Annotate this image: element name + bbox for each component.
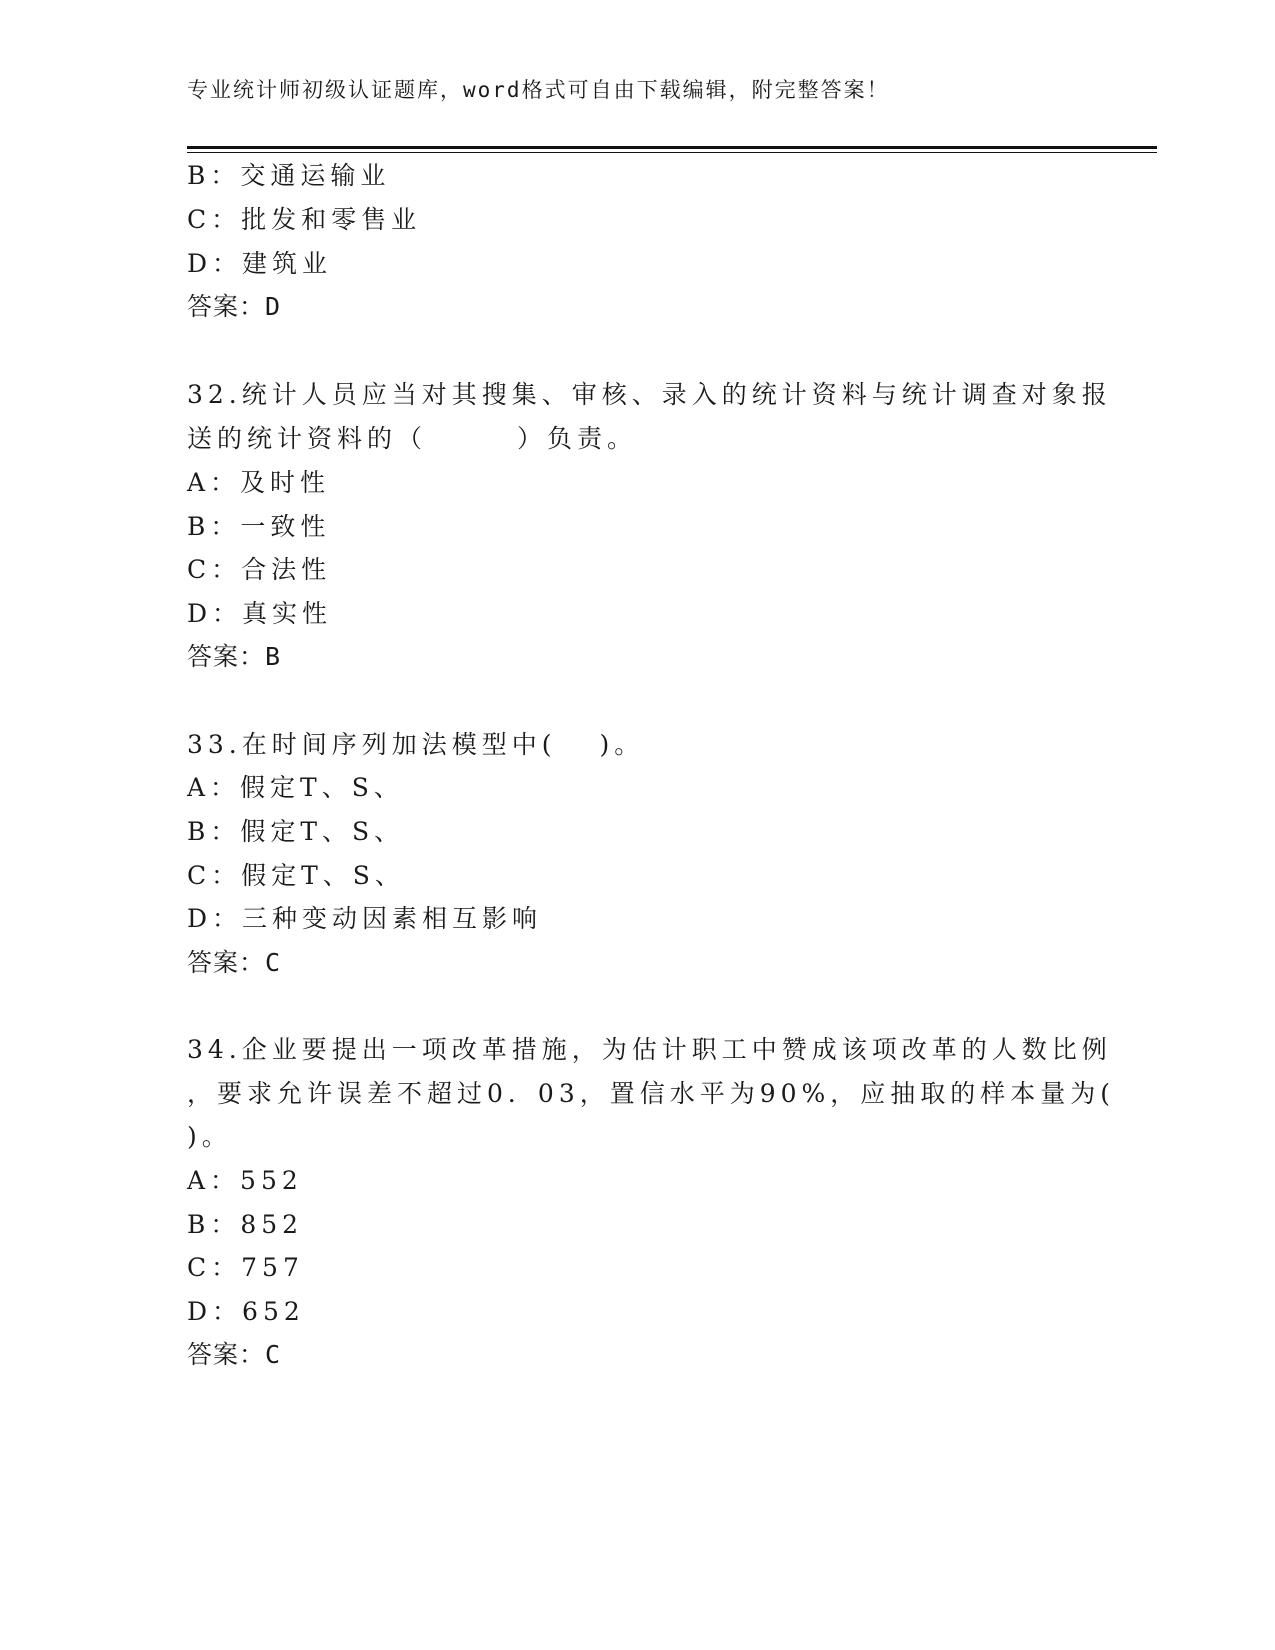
q31-answer: 答案：D (187, 292, 282, 321)
q32-option-d: D：真实性 (187, 599, 333, 628)
page-header: 专业统计师初级认证题库，word格式可自由下载编辑，附完整答案！ (187, 78, 890, 102)
q34-answer: 答案：C (187, 1340, 282, 1369)
q31-option-d: D：建筑业 (187, 249, 333, 278)
q31-option-c: C：批发和零售业 (187, 205, 422, 234)
q33-option-a: A：假定T、S、 (187, 773, 404, 802)
q32-option-a: A：及时性 (187, 468, 331, 497)
q33-option-d: D：三种变动因素相互影响 (187, 904, 543, 933)
q34-stem-line-2: ，要求允许误差不超过0．03，置信水平为90%，应抽取的样本量为( (187, 1079, 1116, 1108)
q33-option-c: C：假定T、S、 (187, 861, 405, 890)
q34-option-a: A：552 (187, 1166, 303, 1195)
q31-option-b: B：交通运输业 (187, 161, 391, 190)
q34-stem-line-1: 34.企业要提出一项改革措施，为估计职工中赞成该项改革的人数比例 (187, 1035, 1112, 1064)
q34-option-b: B：852 (187, 1210, 304, 1239)
q32-answer: 答案：B (187, 642, 282, 671)
q32-stem-line-1: 32.统计人员应当对其搜集、审核、录入的统计资料与统计调查对象报 (187, 380, 1112, 409)
q32-option-c: C：合法性 (187, 555, 332, 584)
q33-answer: 答案：C (187, 948, 282, 977)
q34-option-c: C：757 (187, 1253, 304, 1282)
q34-option-d: D：652 (187, 1297, 305, 1326)
q33-option-b: B：假定T、S、 (187, 817, 405, 846)
q32-option-b: B：一致性 (187, 512, 331, 541)
header-rule-thick (187, 146, 1157, 149)
header-rule-thin (187, 152, 1157, 153)
q34-stem-line-3: )。 (187, 1122, 232, 1151)
q32-stem-line-2: 送的统计资料的（ ）负责。 (187, 424, 638, 453)
q33-stem-line-1: 33.在时间序列加法模型中( )。 (187, 730, 645, 759)
